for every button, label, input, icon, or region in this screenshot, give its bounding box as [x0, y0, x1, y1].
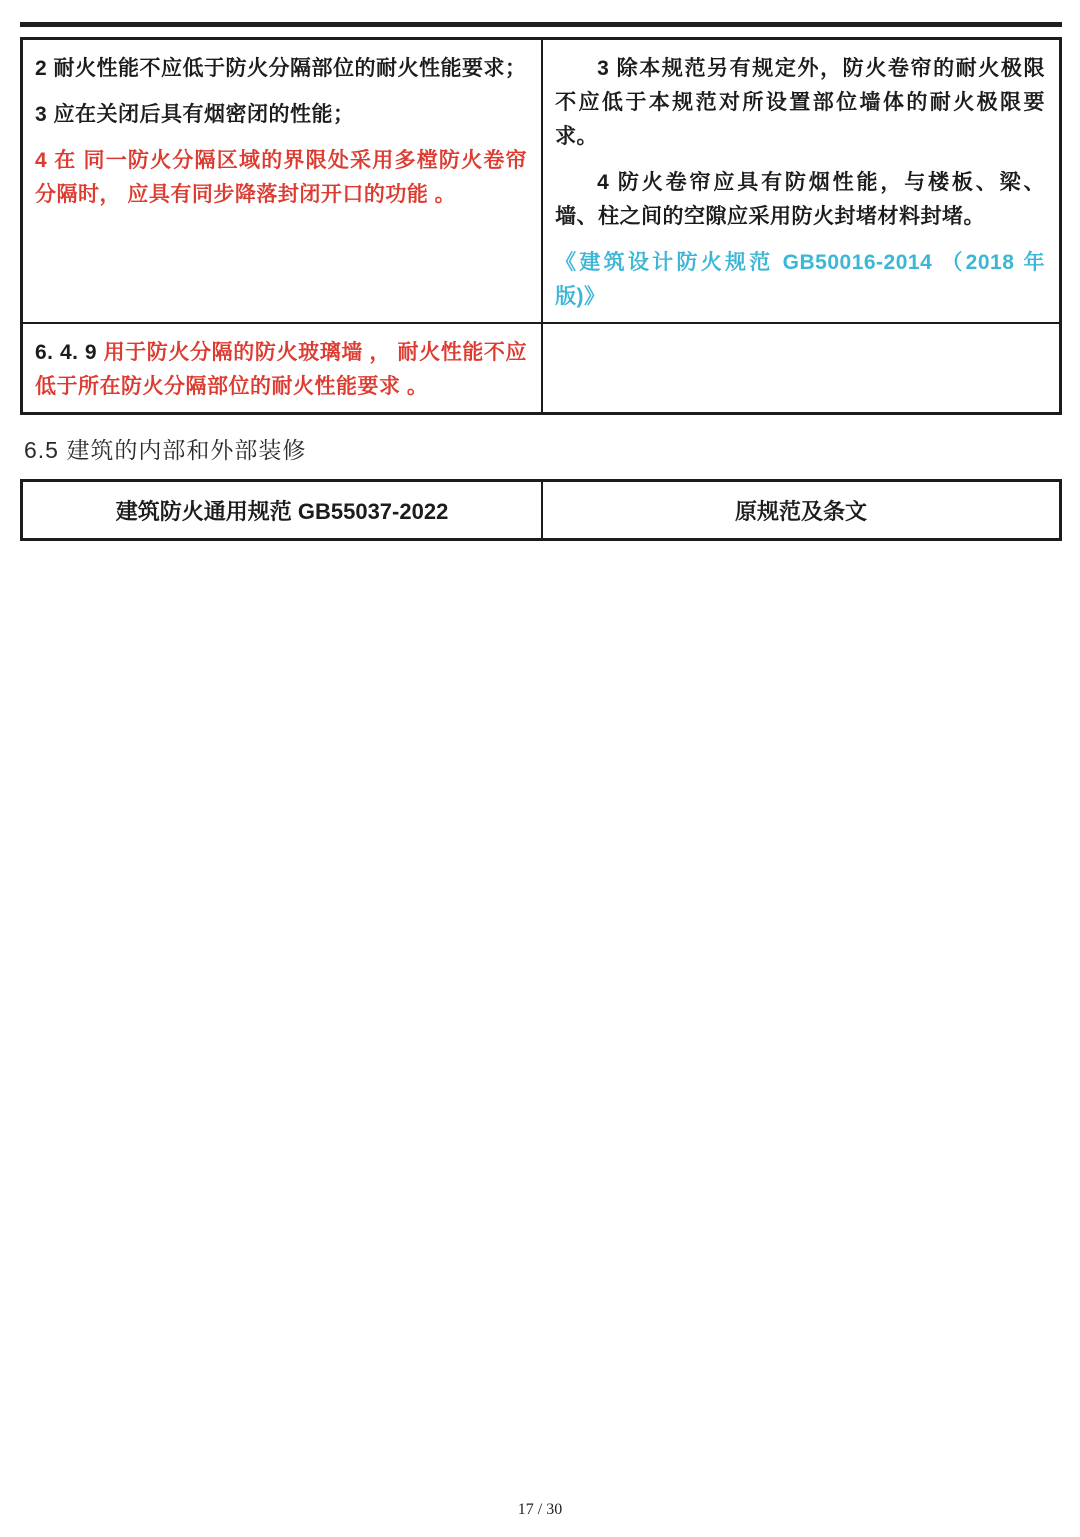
table-row	[23, 322, 1059, 412]
table-cell-left	[23, 324, 543, 412]
clause-text-segment: 3 应在关闭后具有烟密闭的性能；	[35, 103, 355, 127]
section-heading-6-5: 6.5 建筑的内部和外部装修	[24, 437, 307, 464]
table-header-row	[23, 482, 1059, 538]
clause-paragraph	[35, 52, 527, 86]
table-cell-left	[23, 40, 543, 322]
page-top-rule	[20, 22, 1062, 27]
column-header-original-code: 原规范及条文	[735, 498, 868, 524]
document-page	[0, 22, 1080, 1537]
clause-paragraph	[35, 336, 527, 404]
clause-text-segment: 6. 4. 9	[35, 341, 104, 365]
fire-code-table-interior-decoration	[20, 479, 1062, 541]
clause-text-segment: 2 耐火性能不应低于防火分隔部位的耐火性能要求；	[35, 57, 527, 80]
clause-paragraph	[35, 98, 527, 132]
clause-paragraph	[555, 166, 1045, 234]
clause-text-segment: 3 除本规范另有规定外，防火卷帘的耐火极限不应低于本规范对所设置部位墙体的耐火极限要求。	[555, 57, 1045, 149]
clause-paragraph	[555, 246, 1045, 314]
fire-code-table-upper	[20, 37, 1062, 415]
clause-paragraph	[555, 52, 1045, 154]
code-reference-text: 《建筑设计防火规范 GB50016-2014 （2018 年版)》	[555, 251, 1045, 309]
table-cell-right	[543, 324, 1059, 412]
table-cell-right	[543, 40, 1059, 322]
page-number: 17 / 30	[517, 1501, 563, 1518]
clause-paragraph	[35, 144, 527, 212]
column-header-gb55037: 建筑防火通用规范 GB55037-2022	[23, 482, 543, 538]
clause-text-segment: 4 防火卷帘应具有防烟性能，与楼板、梁、墙、柱之间的空隙应采用防火封堵材料封堵。	[555, 171, 1045, 229]
table-row	[23, 40, 1059, 322]
revised-text-segment: 4 在 同一防火分隔区域的界限处采用多樘防火卷帘分隔时， 应具有同步降落封闭开口的功能 。	[35, 149, 528, 207]
revised-text-segment: 用于防火分隔的防火玻璃墙 ， 耐火性能不应低于所在防火分隔部位的耐火性能要求 。	[35, 341, 528, 399]
